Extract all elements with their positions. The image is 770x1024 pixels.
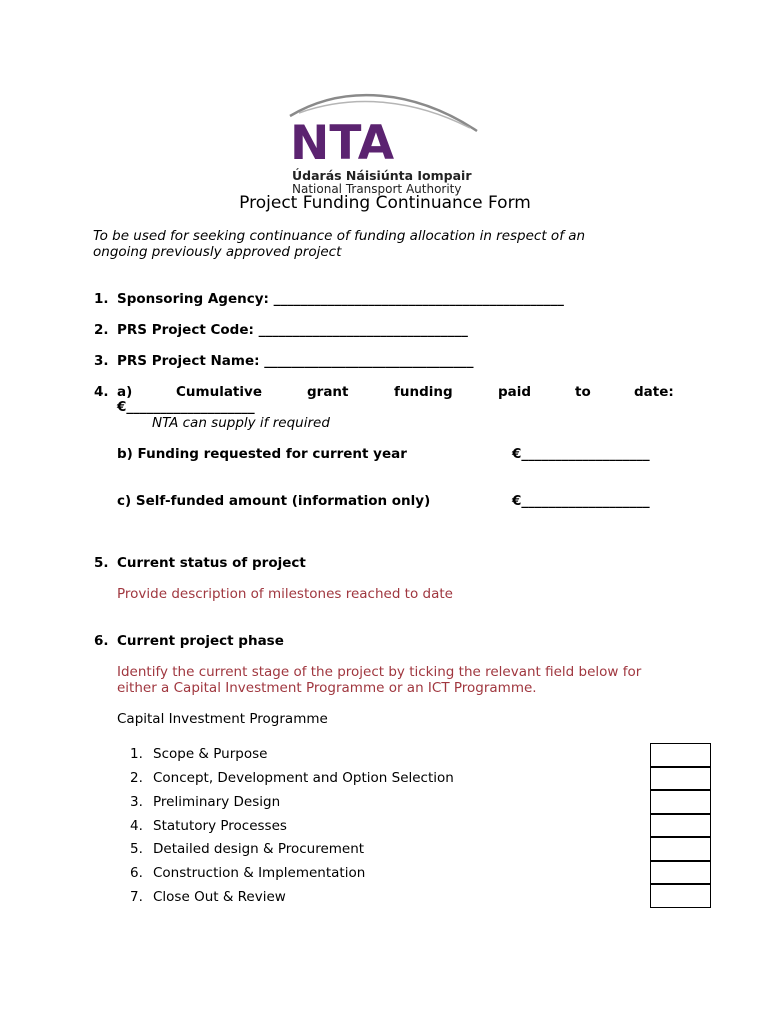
tick-box-scope-purpose[interactable] [650, 743, 711, 767]
list-item-number: 3. [130, 794, 143, 810]
prs-project-name-field[interactable]: PRS Project Name: _______________________________ [117, 353, 474, 369]
tick-box-close-out[interactable] [650, 884, 711, 908]
q4a-word: grant [307, 384, 349, 400]
self-funded-field[interactable]: €___________________ [512, 493, 650, 509]
q5-label: Current status of project [117, 555, 306, 571]
prs-project-code-field[interactable]: PRS Project Code: _______________________________ [117, 322, 468, 338]
q1-number: 1. [94, 291, 109, 307]
funding-requested-field[interactable]: €___________________ [512, 446, 650, 462]
q3-number: 3. [94, 353, 109, 369]
list-item-label: Statutory Processes [153, 818, 287, 834]
programme-title: Capital Investment Programme [117, 711, 328, 727]
tick-box-concept-development[interactable] [650, 767, 711, 791]
q4c-label: c) Self-funded amount (information only) [117, 493, 431, 509]
q5-number: 5. [94, 555, 109, 571]
q6-description-line-1: Identify the current stage of the project by ticking the relevant field below for [117, 664, 642, 680]
nta-logo [285, 88, 485, 198]
list-item-number: 4. [130, 818, 143, 834]
q4a-word: to [575, 384, 591, 400]
q4a-note: NTA can supply if required [152, 415, 330, 431]
list-item-label: Construction & Implementation [153, 865, 366, 881]
q6-number: 6. [94, 633, 109, 649]
intro-line-2: ongoing previously approved project [93, 244, 342, 260]
tick-box-statutory-processes[interactable] [650, 814, 711, 838]
sponsoring-agency-field[interactable]: Sponsoring Agency: ___________________________________________ [117, 291, 564, 307]
logo-english: National Transport Authority [292, 182, 462, 196]
page-title: Project Funding Continuance Form [239, 193, 531, 213]
tick-box-detailed-design[interactable] [650, 837, 711, 861]
list-item-number: 6. [130, 865, 143, 881]
list-item-number: 5. [130, 841, 143, 857]
list-item-label: Concept, Development and Option Selection [153, 770, 454, 786]
q4a-word: a) [117, 384, 133, 400]
q4a-word: Cumulative [176, 384, 262, 400]
list-item-label: Preliminary Design [153, 794, 281, 810]
list-item-number: 2. [130, 770, 143, 786]
cumulative-funding-field[interactable]: €___________________ [117, 399, 255, 415]
intro-line-1: To be used for seeking continuance of funding allocation in respect of an [93, 228, 586, 244]
q6-description-line-2: either a Capital Investment Programme or an ICT Programme. [117, 680, 537, 696]
tick-box-construction[interactable] [650, 861, 711, 885]
q5-description: Provide description of milestones reached to date [117, 586, 453, 602]
logo-text: NTA [290, 116, 395, 171]
q4a-word: paid [498, 384, 532, 400]
q4a-word: date: [634, 384, 674, 400]
list-item-number: 7. [130, 889, 143, 905]
q4-number: 4. [94, 384, 109, 400]
q4b-label: b) Funding requested for current year [117, 446, 407, 462]
tick-box-preliminary-design[interactable] [650, 790, 711, 814]
list-item-label: Scope & Purpose [153, 746, 268, 762]
list-item-label: Close Out & Review [153, 889, 286, 905]
q6-label: Current project phase [117, 633, 284, 649]
list-item-number: 1. [130, 746, 143, 762]
q4a-word: funding [394, 384, 453, 400]
logo-irish: Údarás Náisiúnta Iompair [292, 168, 472, 183]
list-item-label: Detailed design & Procurement [153, 841, 365, 857]
q2-number: 2. [94, 322, 109, 338]
